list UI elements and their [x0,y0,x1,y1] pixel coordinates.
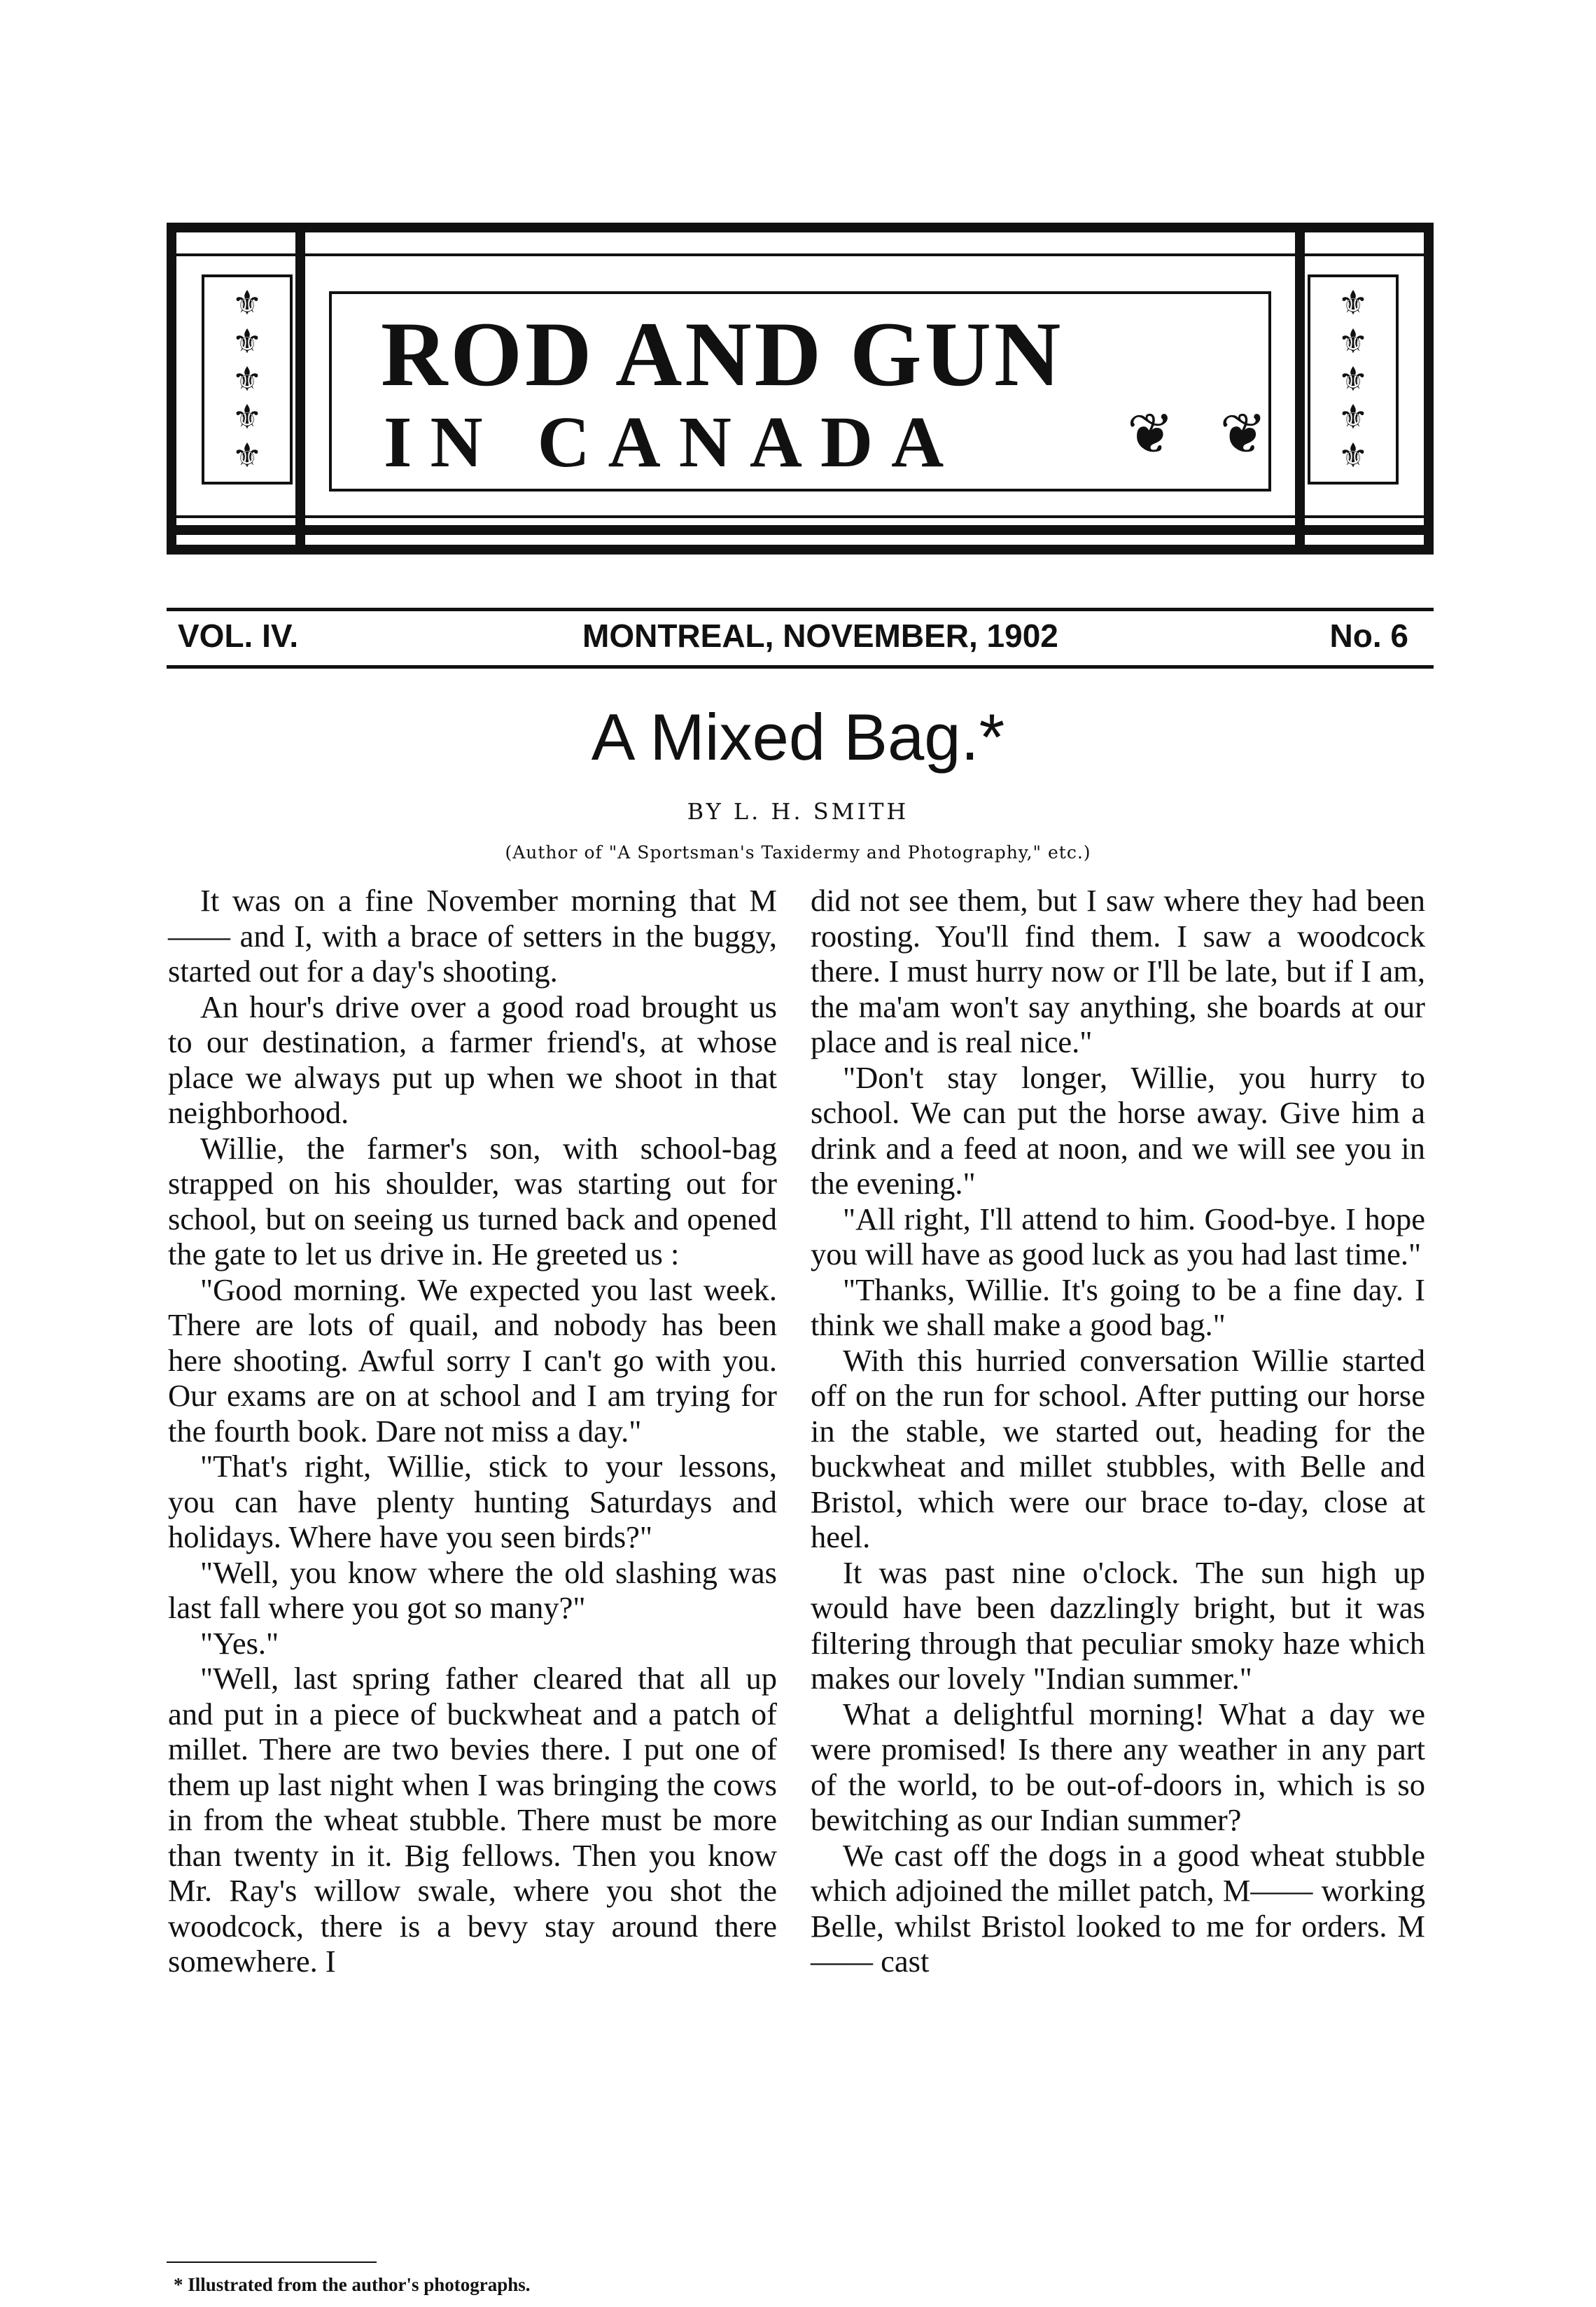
issue-rule [167,608,1434,611]
text-column-right [811,883,1425,1979]
fleur-de-lis-icon: ⚜ [232,321,262,361]
footnote-rule [167,2261,377,2263]
fleur-de-lis-icon: ⚜ [1338,284,1368,323]
masthead-rule [176,515,1424,518]
paragraph-continued: did not see them, but I saw where they had been roosting. You'll find them. I saw a woodcock there. I must hurry now or I'll be late, but if I am, the ma'am won't say anything, she boards at our place and is real nice." [811,883,1425,1059]
paragraph: "Don't stay longer, Willie, you hurry to school. We can put the horse away. Give him a drink and a feed at noon, and we will see you in the evening." [811,1059,1425,1201]
issue-number: No. 6 [1329,618,1408,654]
footnote: * Illustrated from the author's photographs. [174,2274,531,2295]
issue-rule [167,665,1434,669]
author-note: (Author of "A Sportsman's Taxidermy and Photography," etc.) [505,842,1091,863]
issue-volume: VOL. IV. [178,618,299,654]
paragraph: "Yes." [200,1625,279,1661]
masthead [167,223,1434,555]
paragraph: An hour's drive over a good road brought us to our destination, a farmer friend's, at whose place we always put up when we shoot in that neighborhood. [168,989,777,1130]
paragraph: "That's right, Willie, stick to your lessons, you can have plenty hunting Saturdays and holidays. Where have you seen birds?" [168,1449,777,1554]
paragraph: We cast off the dogs in a good wheat stubble which adjoined the millet patch, M—— working Belle, whilst Bristol looked to me for orders. M—— cast [811,1837,1425,1979]
text-column-left [168,883,777,1979]
fleur-de-lis-icon: ⚜ [1338,398,1368,438]
article-title: A Mixed Bag.* [591,700,1005,774]
paragraph: Willie, the farmer's son, with school-bag strapped on his shoulder, was starting out for school, but on seeing us turned back and opened the gate to let us drive in. He greeted us : [168,1130,777,1271]
fleur-de-lis-icon: ⚜ [232,284,262,323]
paragraph: It was past nine o'clock. The sun high up would have been dazzlingly bright, but it was filtering through that peculiar smoky haze which makes our lovely "Indian summer." [811,1554,1425,1696]
magazine-subtitle: IN CANADA [384,402,962,482]
fleur-de-lis-icon: ⚜ [232,435,262,475]
issue-place-date: MONTREAL, NOVEMBER, 1902 [582,618,1058,654]
masthead-bar [1295,223,1305,555]
paragraph: With this hurried conversation Willie started off on the run for school. After putting our horse in the stable, we started out, heading for the buckwheat and millet stubbles, with Belle and Bristol, which were our brace to-day, close at heel. [811,1342,1425,1554]
paragraph: What a delightful morning! What a day we were promised! Is there any weather in any part of the world, to be out-of-doors in, which is so bewitching as our Indian summer? [811,1696,1425,1837]
paragraph: "Well, last spring father cleared that all up and put in a piece of buckwheat and a patch of millet. There are two bevies there. I put one of them up last night when I was bringing the cows in from the wheat stubble. There must be more than twenty in it. Big fellows. Then you know Mr. Ray's willow swale, where you shot the woodcock, there is a bevy stay around there somewhere. I [168,1661,777,1979]
paragraph: "All right, I'll attend to him. Good-bye. I hope you will have as good luck as you had last time." [811,1201,1425,1271]
title-box [329,291,1281,492]
article-byline: BY L. H. SMITH [687,798,909,825]
fleur-de-lis-icon: ⚜ [232,398,262,438]
paragraph: It was on a fine November morning that M—— and I, with a brace of setters in the buggy, started out for a day's shooting. [168,883,777,989]
fleur-de-lis-icon: ⚜ [232,359,262,399]
masthead-rule [176,525,1424,535]
paragraph: "Well, you know where the old slashing was last fall where you got so many?" [168,1554,777,1625]
fleur-de-lis-icon: ⚜ [1338,435,1368,475]
right-ornament-panel [1308,274,1399,485]
paragraph: "Thanks, Willie. It's going to be a fine day. I think we shall make a good bag." [811,1271,1425,1342]
fleur-de-lis-icon: ⚜ [1338,359,1368,399]
fleur-de-lis-icon: ⚜ [1338,321,1368,361]
masthead-rule [176,253,1424,256]
leaf-ornament-icon: ❦ ❦ [1127,401,1281,466]
left-ornament-panel [202,274,293,485]
magazine-title: ROD AND GUN [381,302,1064,405]
masthead-bar [295,223,305,555]
paragraph: "Good morning. We expected you last week. There are lots of quail, and nobody has been here shooting. Awful sorry I can't go with you. Our exams are on at school and I am trying for the fourth book. Dare not miss a day." [168,1271,777,1449]
